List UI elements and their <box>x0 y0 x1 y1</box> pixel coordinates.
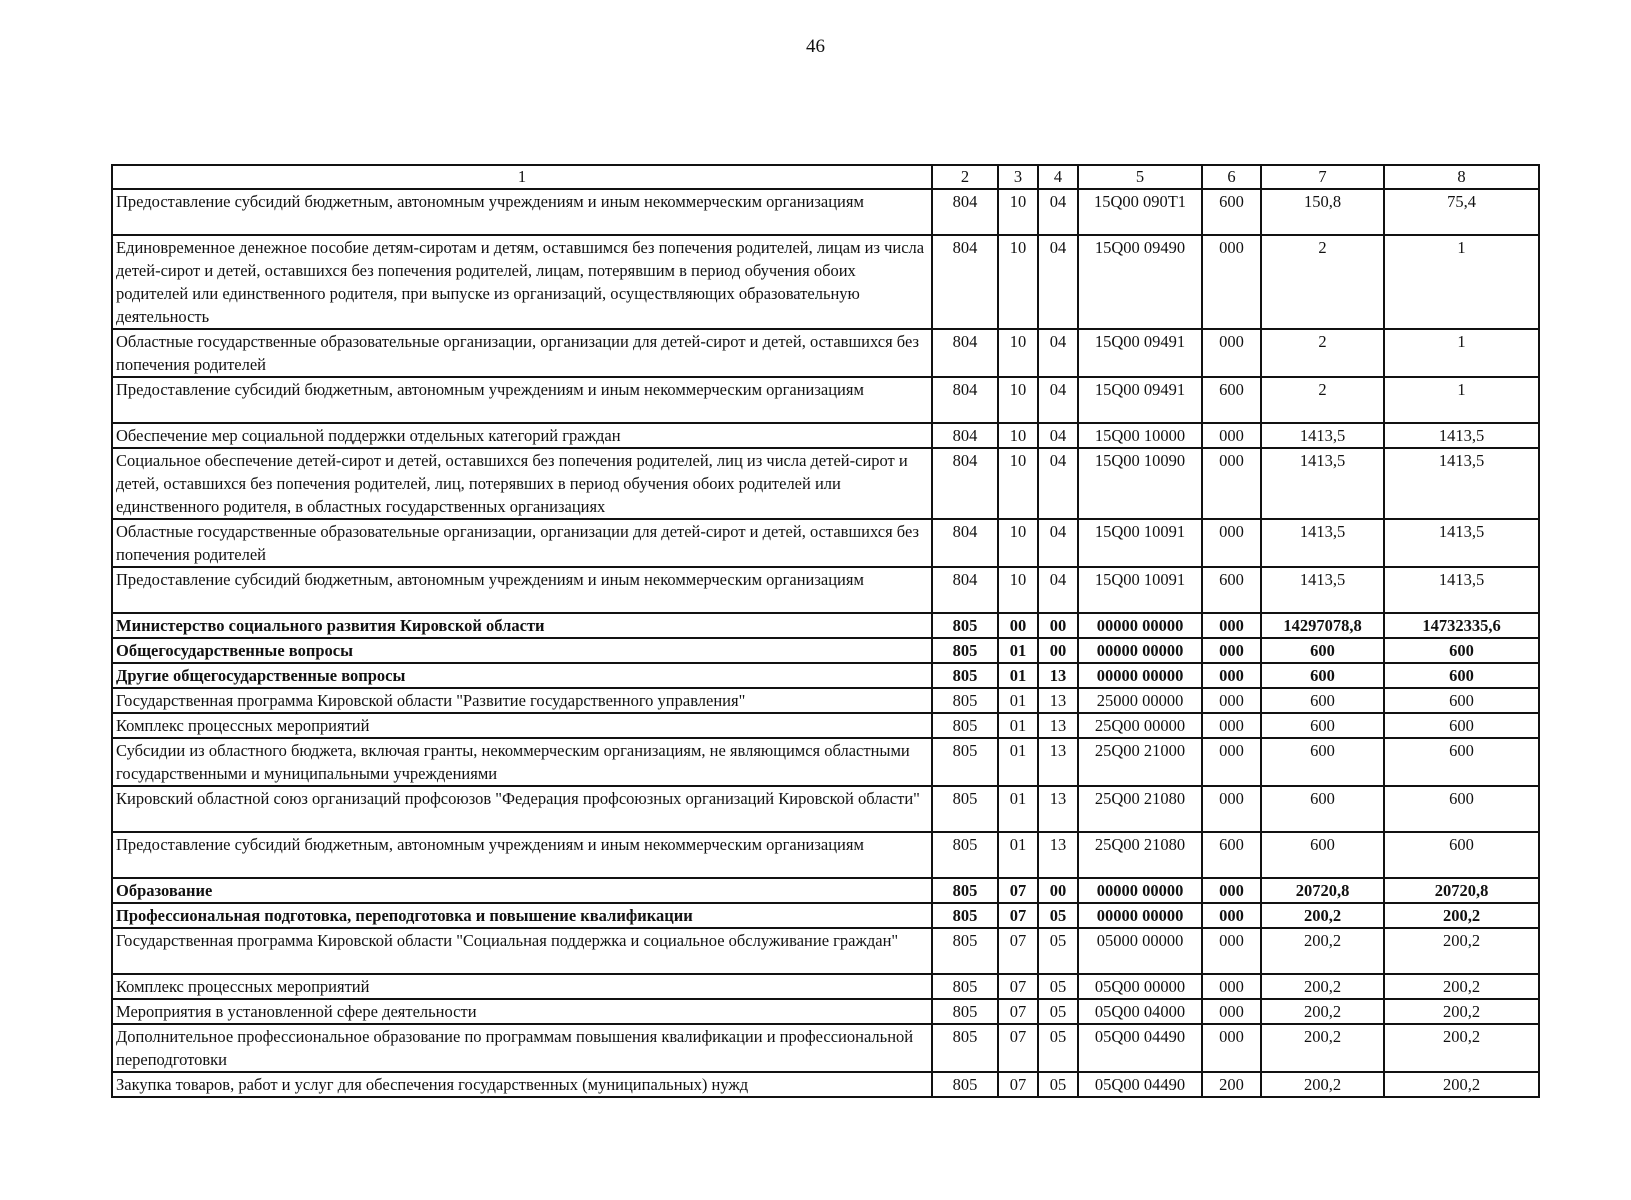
row-subsection-code: 13 <box>1038 738 1078 786</box>
budget-table <box>111 164 1540 1098</box>
row-section-code: 01 <box>998 688 1038 713</box>
row-name: Областные государственные образовательные организации, организации для детей-сирот и детей, оставшихся без попечения родителей <box>112 329 932 377</box>
table-row <box>112 567 1539 613</box>
row-ministry-code: 804 <box>932 377 998 423</box>
row-expense-type: 000 <box>1202 928 1261 974</box>
row-target-article: 15Q00 09491 <box>1078 329 1202 377</box>
row-amount-col7: 200,2 <box>1261 1072 1384 1097</box>
row-amount-col7: 1413,5 <box>1261 448 1384 519</box>
row-target-article: 15Q00 10000 <box>1078 423 1202 448</box>
row-subsection-code: 04 <box>1038 377 1078 423</box>
row-expense-type: 200 <box>1202 1072 1261 1097</box>
row-subsection-code: 05 <box>1038 1024 1078 1072</box>
row-amount-col7: 1413,5 <box>1261 567 1384 613</box>
table-row <box>112 974 1539 999</box>
row-name: Общегосударственные вопросы <box>112 638 932 663</box>
row-target-article: 25000 00000 <box>1078 688 1202 713</box>
row-amount-col8: 200,2 <box>1384 928 1539 974</box>
row-section-code: 07 <box>998 1024 1038 1072</box>
row-ministry-code: 805 <box>932 832 998 878</box>
row-name: Другие общегосударственные вопросы <box>112 663 932 688</box>
row-target-article: 15Q00 10091 <box>1078 519 1202 567</box>
row-amount-col7: 600 <box>1261 832 1384 878</box>
row-amount-col7: 1413,5 <box>1261 423 1384 448</box>
row-target-article: 15Q00 09491 <box>1078 377 1202 423</box>
row-expense-type: 000 <box>1202 878 1261 903</box>
row-amount-col7: 2 <box>1261 329 1384 377</box>
row-amount-col8: 14732335,6 <box>1384 613 1539 638</box>
row-subsection-code: 04 <box>1038 567 1078 613</box>
row-amount-col7: 2 <box>1261 235 1384 329</box>
row-amount-col8: 75,4 <box>1384 189 1539 235</box>
row-expense-type: 000 <box>1202 448 1261 519</box>
table-body <box>112 189 1539 1097</box>
row-target-article: 00000 00000 <box>1078 613 1202 638</box>
table-row <box>112 638 1539 663</box>
row-amount-col7: 1413,5 <box>1261 519 1384 567</box>
row-amount-col8: 20720,8 <box>1384 878 1539 903</box>
row-amount-col8: 1 <box>1384 329 1539 377</box>
row-expense-type: 000 <box>1202 786 1261 832</box>
row-amount-col8: 600 <box>1384 786 1539 832</box>
row-target-article: 25Q00 21080 <box>1078 832 1202 878</box>
row-expense-type: 000 <box>1202 688 1261 713</box>
row-ministry-code: 805 <box>932 613 998 638</box>
row-section-code: 07 <box>998 974 1038 999</box>
row-name: Образование <box>112 878 932 903</box>
row-expense-type: 000 <box>1202 663 1261 688</box>
row-section-code: 10 <box>998 448 1038 519</box>
table-row <box>112 519 1539 567</box>
row-ministry-code: 805 <box>932 638 998 663</box>
row-ministry-code: 805 <box>932 999 998 1024</box>
table-row <box>112 189 1539 235</box>
row-subsection-code: 13 <box>1038 688 1078 713</box>
table-row <box>112 928 1539 974</box>
row-amount-col8: 200,2 <box>1384 974 1539 999</box>
row-amount-col8: 1413,5 <box>1384 519 1539 567</box>
table-row <box>112 688 1539 713</box>
row-target-article: 15Q00 090Т1 <box>1078 189 1202 235</box>
row-name: Дополнительное профессиональное образование по программам повышения квалификации и профессиональной переподготовки <box>112 1024 932 1072</box>
row-expense-type: 600 <box>1202 567 1261 613</box>
row-expense-type: 600 <box>1202 377 1261 423</box>
row-subsection-code: 05 <box>1038 928 1078 974</box>
row-amount-col8: 1413,5 <box>1384 423 1539 448</box>
row-target-article: 05Q00 04000 <box>1078 999 1202 1024</box>
row-subsection-code: 13 <box>1038 713 1078 738</box>
row-ministry-code: 805 <box>932 786 998 832</box>
row-name: Кировский областной союз организаций профсоюзов "Федерация профсоюзных организаций Кировской области" <box>112 786 932 832</box>
row-amount-col7: 150,8 <box>1261 189 1384 235</box>
header-col-5: 5 <box>1078 165 1202 189</box>
row-section-code: 01 <box>998 663 1038 688</box>
row-name: Профессиональная подготовка, переподготовка и повышение квалификации <box>112 903 932 928</box>
row-amount-col8: 200,2 <box>1384 903 1539 928</box>
row-name: Единовременное денежное пособие детям-сиротам и детям, оставшимся без попечения родителей, лицам из числа детей-сирот и детей, оставшихся без попечения родителей, лицам, потерявшим в период обучения обоих родителей или единственного родителя, при выпуске из организаций, осуществляющих образовательную деятельность <box>112 235 932 329</box>
row-expense-type: 000 <box>1202 519 1261 567</box>
row-subsection-code: 05 <box>1038 1072 1078 1097</box>
table-header-row <box>112 165 1539 189</box>
row-amount-col8: 600 <box>1384 738 1539 786</box>
row-amount-col8: 600 <box>1384 688 1539 713</box>
row-amount-col7: 600 <box>1261 738 1384 786</box>
table-row <box>112 448 1539 519</box>
row-amount-col8: 200,2 <box>1384 1024 1539 1072</box>
row-amount-col8: 1413,5 <box>1384 567 1539 613</box>
row-name: Министерство социального развития Кировской области <box>112 613 932 638</box>
row-amount-col8: 200,2 <box>1384 999 1539 1024</box>
row-target-article: 25Q00 21000 <box>1078 738 1202 786</box>
row-subsection-code: 04 <box>1038 329 1078 377</box>
row-ministry-code: 805 <box>932 713 998 738</box>
row-ministry-code: 804 <box>932 329 998 377</box>
row-expense-type: 600 <box>1202 189 1261 235</box>
table-row <box>112 903 1539 928</box>
row-target-article: 15Q00 10091 <box>1078 567 1202 613</box>
header-col-3: 3 <box>998 165 1038 189</box>
row-amount-col7: 600 <box>1261 688 1384 713</box>
page-number: 46 <box>806 36 825 57</box>
row-ministry-code: 805 <box>932 1024 998 1072</box>
row-subsection-code: 04 <box>1038 448 1078 519</box>
row-subsection-code: 13 <box>1038 786 1078 832</box>
row-section-code: 07 <box>998 928 1038 974</box>
row-section-code: 01 <box>998 638 1038 663</box>
row-amount-col7: 2 <box>1261 377 1384 423</box>
row-target-article: 00000 00000 <box>1078 903 1202 928</box>
row-ministry-code: 805 <box>932 928 998 974</box>
row-section-code: 07 <box>998 903 1038 928</box>
row-ministry-code: 805 <box>932 688 998 713</box>
row-section-code: 07 <box>998 1072 1038 1097</box>
row-target-article: 05Q00 04490 <box>1078 1072 1202 1097</box>
row-amount-col8: 600 <box>1384 713 1539 738</box>
row-section-code: 10 <box>998 519 1038 567</box>
row-subsection-code: 04 <box>1038 189 1078 235</box>
row-target-article: 05Q00 00000 <box>1078 974 1202 999</box>
row-name: Предоставление субсидий бюджетным, автономным учреждениям и иным некоммерческим организациям <box>112 832 932 878</box>
header-col-7: 7 <box>1261 165 1384 189</box>
row-name: Социальное обеспечение детей-сирот и детей, оставшихся без попечения родителей, лиц из числа детей-сирот и детей, оставшихся без попечения родителей, лиц, потерявших в период обучения обоих родителей или единственного родителя, в областных государственных организациях <box>112 448 932 519</box>
table-row <box>112 423 1539 448</box>
row-expense-type: 000 <box>1202 329 1261 377</box>
row-subsection-code: 04 <box>1038 423 1078 448</box>
row-subsection-code: 13 <box>1038 832 1078 878</box>
row-section-code: 01 <box>998 832 1038 878</box>
row-amount-col7: 200,2 <box>1261 903 1384 928</box>
table-row <box>112 1024 1539 1072</box>
row-amount-col8: 1 <box>1384 377 1539 423</box>
row-subsection-code: 13 <box>1038 663 1078 688</box>
row-target-article: 25Q00 21080 <box>1078 786 1202 832</box>
row-ministry-code: 804 <box>932 423 998 448</box>
header-col-8: 8 <box>1384 165 1539 189</box>
row-expense-type: 000 <box>1202 1024 1261 1072</box>
row-section-code: 10 <box>998 235 1038 329</box>
row-subsection-code: 00 <box>1038 878 1078 903</box>
row-expense-type: 600 <box>1202 832 1261 878</box>
row-section-code: 01 <box>998 713 1038 738</box>
row-amount-col7: 200,2 <box>1261 999 1384 1024</box>
row-section-code: 10 <box>998 377 1038 423</box>
header-col-2: 2 <box>932 165 998 189</box>
row-amount-col7: 200,2 <box>1261 1024 1384 1072</box>
row-section-code: 07 <box>998 999 1038 1024</box>
row-ministry-code: 805 <box>932 1072 998 1097</box>
row-amount-col7: 600 <box>1261 663 1384 688</box>
table-row <box>112 713 1539 738</box>
row-amount-col7: 600 <box>1261 713 1384 738</box>
row-target-article: 25Q00 00000 <box>1078 713 1202 738</box>
row-section-code: 01 <box>998 738 1038 786</box>
row-name: Предоставление субсидий бюджетным, автономным учреждениям и иным некоммерческим организациям <box>112 189 932 235</box>
row-subsection-code: 04 <box>1038 519 1078 567</box>
row-ministry-code: 805 <box>932 878 998 903</box>
row-amount-col8: 1413,5 <box>1384 448 1539 519</box>
row-expense-type: 000 <box>1202 713 1261 738</box>
row-section-code: 10 <box>998 567 1038 613</box>
row-expense-type: 000 <box>1202 974 1261 999</box>
row-subsection-code: 00 <box>1038 613 1078 638</box>
row-target-article: 00000 00000 <box>1078 878 1202 903</box>
row-name: Областные государственные образовательные организации, организации для детей-сирот и детей, оставшихся без попечения родителей <box>112 519 932 567</box>
row-ministry-code: 804 <box>932 519 998 567</box>
row-subsection-code: 05 <box>1038 999 1078 1024</box>
row-name: Комплекс процессных мероприятий <box>112 713 932 738</box>
row-ministry-code: 805 <box>932 738 998 786</box>
row-ministry-code: 805 <box>932 974 998 999</box>
row-subsection-code: 05 <box>1038 903 1078 928</box>
table-row <box>112 377 1539 423</box>
row-name: Государственная программа Кировской области "Социальная поддержка и социальное обслуживание граждан" <box>112 928 932 974</box>
row-name: Мероприятия в установленной сфере деятельности <box>112 999 932 1024</box>
row-amount-col8: 1 <box>1384 235 1539 329</box>
table-row <box>112 663 1539 688</box>
row-amount-col7: 600 <box>1261 638 1384 663</box>
table-row <box>112 999 1539 1024</box>
table-row <box>112 613 1539 638</box>
row-section-code: 10 <box>998 423 1038 448</box>
row-amount-col7: 14297078,8 <box>1261 613 1384 638</box>
row-expense-type: 000 <box>1202 423 1261 448</box>
row-amount-col8: 200,2 <box>1384 1072 1539 1097</box>
row-section-code: 00 <box>998 613 1038 638</box>
row-target-article: 05000 00000 <box>1078 928 1202 974</box>
row-target-article: 00000 00000 <box>1078 663 1202 688</box>
row-expense-type: 000 <box>1202 638 1261 663</box>
table-row <box>112 738 1539 786</box>
row-expense-type: 000 <box>1202 999 1261 1024</box>
table-row <box>112 878 1539 903</box>
row-amount-col7: 600 <box>1261 786 1384 832</box>
row-section-code: 10 <box>998 329 1038 377</box>
row-name: Обеспечение мер социальной поддержки отдельных категорий граждан <box>112 423 932 448</box>
row-subsection-code: 05 <box>1038 974 1078 999</box>
row-ministry-code: 805 <box>932 663 998 688</box>
row-amount-col8: 600 <box>1384 638 1539 663</box>
row-section-code: 01 <box>998 786 1038 832</box>
row-amount-col7: 200,2 <box>1261 928 1384 974</box>
row-ministry-code: 804 <box>932 567 998 613</box>
row-subsection-code: 04 <box>1038 235 1078 329</box>
row-name: Предоставление субсидий бюджетным, автономным учреждениям и иным некоммерческим организациям <box>112 377 932 423</box>
row-expense-type: 000 <box>1202 903 1261 928</box>
row-amount-col7: 20720,8 <box>1261 878 1384 903</box>
row-target-article: 00000 00000 <box>1078 638 1202 663</box>
row-section-code: 10 <box>998 189 1038 235</box>
row-ministry-code: 804 <box>932 235 998 329</box>
table-row <box>112 235 1539 329</box>
header-col-6: 6 <box>1202 165 1261 189</box>
row-target-article: 05Q00 04490 <box>1078 1024 1202 1072</box>
row-ministry-code: 805 <box>932 903 998 928</box>
row-name: Закупка товаров, работ и услуг для обеспечения государственных (муниципальных) нужд <box>112 1072 932 1097</box>
row-name: Предоставление субсидий бюджетным, автономным учреждениям и иным некоммерческим организациям <box>112 567 932 613</box>
row-amount-col7: 200,2 <box>1261 974 1384 999</box>
row-name: Государственная программа Кировской области "Развитие государственного управления" <box>112 688 932 713</box>
row-expense-type: 000 <box>1202 613 1261 638</box>
row-subsection-code: 00 <box>1038 638 1078 663</box>
table-row <box>112 786 1539 832</box>
row-section-code: 07 <box>998 878 1038 903</box>
row-amount-col8: 600 <box>1384 663 1539 688</box>
row-ministry-code: 804 <box>932 448 998 519</box>
row-name: Комплекс процессных мероприятий <box>112 974 932 999</box>
table-row <box>112 832 1539 878</box>
header-col-4: 4 <box>1038 165 1078 189</box>
row-expense-type: 000 <box>1202 738 1261 786</box>
table-row <box>112 329 1539 377</box>
row-target-article: 15Q00 10090 <box>1078 448 1202 519</box>
row-amount-col8: 600 <box>1384 832 1539 878</box>
row-target-article: 15Q00 09490 <box>1078 235 1202 329</box>
row-name: Субсидии из областного бюджета, включая гранты, некоммерческим организациям, не являющимся областными государственными и муниципальными учреждениями <box>112 738 932 786</box>
row-expense-type: 000 <box>1202 235 1261 329</box>
table-row <box>112 1072 1539 1097</box>
row-ministry-code: 804 <box>932 189 998 235</box>
header-col-1: 1 <box>112 165 932 189</box>
